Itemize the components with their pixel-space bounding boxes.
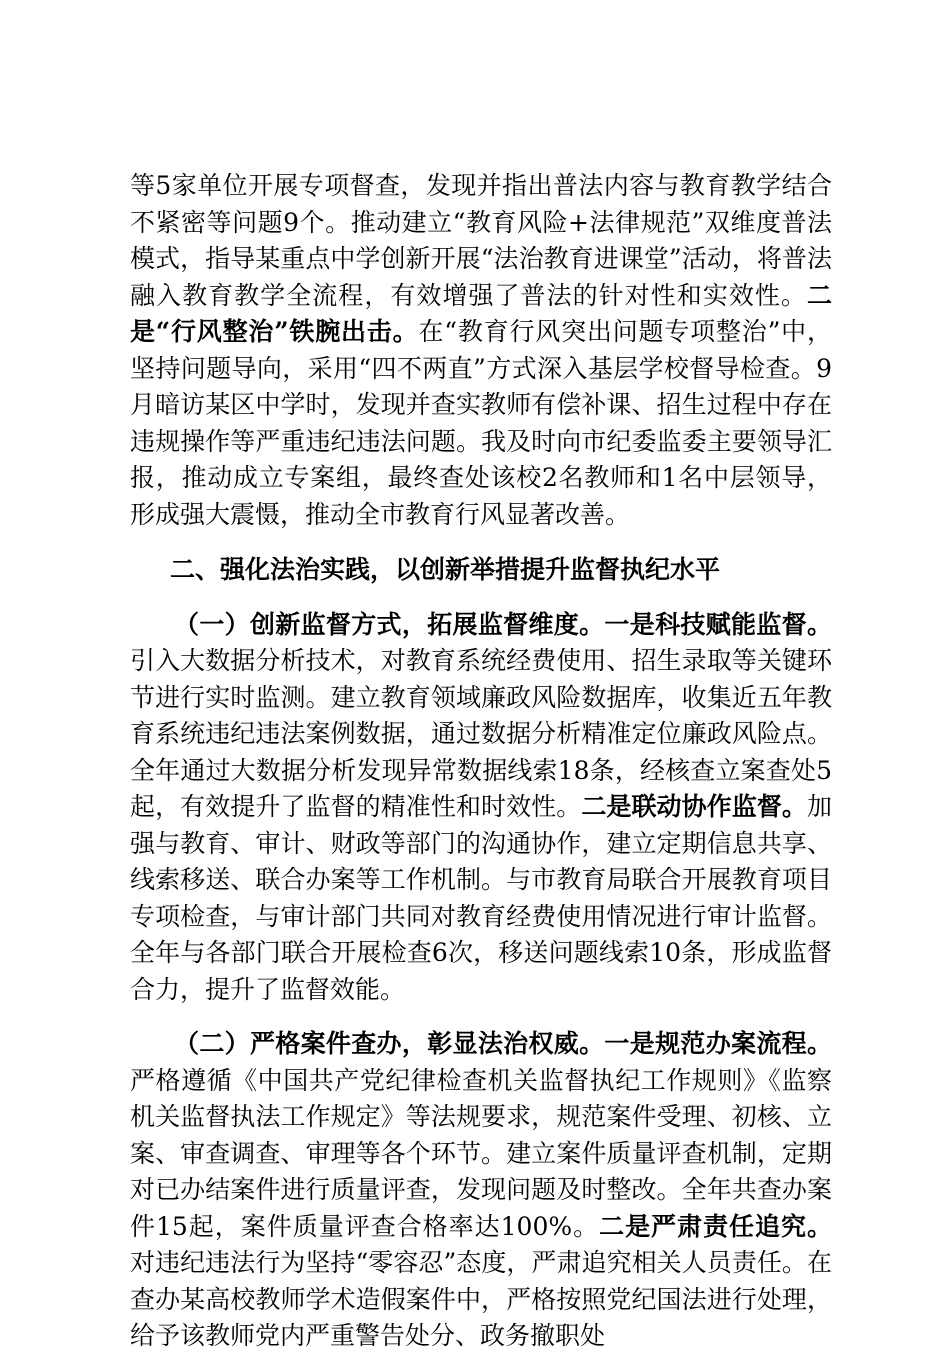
document-page	[130, 168, 832, 1355]
paragraph-3	[130, 1026, 832, 1355]
paragraph-2-bold-2: 二是联动协作监督。	[581, 792, 807, 821]
paragraph-2-text-2: 加强与教育、审计、财政等部门的沟通协作，建立定期信息共享、线索移送、联合办案等工作机制。与市教育局联合开展教育项目专项检查，与审计部门共同对教育经费使用情况进行审计监督。全年与各部门联合开展检查6次，移送问题线索10条，形成监督合力，提升了监督效能。	[130, 792, 832, 1004]
paragraph-2-bold-1: （一）创新监督方式，拓展监督维度。一是科技赋能监督。	[174, 609, 832, 639]
paragraph-3-text-2: 对违纪违法行为坚持“零容忍”态度，严肃追究相关人员责任。在查办某高校教师学术造假案件中，严格按照党纪国法进行处理，给予该教师党内严重警告处分、政务撤职处	[130, 1248, 832, 1350]
paragraph-1-text-2: 在“教育行风突出问题专项整治”中，坚持问题导向，采用“四不两直”方式深入基层学校督导检查。9月暗访某区中学时，发现并查实教师有偿补课、招生过程中存在违规操作等严重违纪违法问题。我及时向市纪委监委主要领导汇报，推动成立专案组，最终查处该校2名教师和1名中层领导，形成强大震慑，推动全市教育行风显著改善。	[130, 317, 832, 529]
paragraph-1-text-1: 等5家单位开展专项督查，发现并指出普法内容与教育教学结合不紧密等问题9个。推动建立“教育风险+法律规范”双维度普法模式，指导某重点中学创新开展“法治教育进课堂”活动，将普法融入教育教学全流程，有效增强了普法的针对性和实效性。	[130, 171, 832, 310]
paragraph-1	[130, 168, 832, 533]
paragraph-1-bold-1: 二是“行风整治”铁腕出击。	[130, 280, 832, 346]
section-heading-2: 二、强化法治实践，以创新举措提升监督执纪水平	[170, 555, 721, 584]
paragraph-2-text-1: 引入大数据分析技术，对教育系统经费使用、招生录取等关键环节进行实时监测。建立教育领域廉政风险数据库，收集近五年教育系统违纪违法案例数据，通过数据分析精准定位廉政风险点。全年通过大数据分析发现异常数据线索18条，经核查立案查处5起，有效提升了监督的精准性和时效性。	[130, 646, 832, 821]
paragraph-3-text-1: 严格遵循《中国共产党纪律检查机关监督执纪工作规则》《监察机关监督执法工作规定》等法规要求，规范案件受理、初核、立案、审查调查、审理等各个环节。建立案件质量评查机制，定期对已办结案件进行质量评查，发现问题及时整改。全年共查办案件15起，案件质量评查合格率达100%。	[130, 1065, 832, 1241]
paragraph-2	[130, 607, 832, 1009]
paragraph-3-bold-1: （二）严格案件查办，彰显法治权威。一是规范办案流程。	[174, 1029, 832, 1058]
paragraph-3-bold-2: 二是严肃责任追究。	[599, 1211, 832, 1241]
